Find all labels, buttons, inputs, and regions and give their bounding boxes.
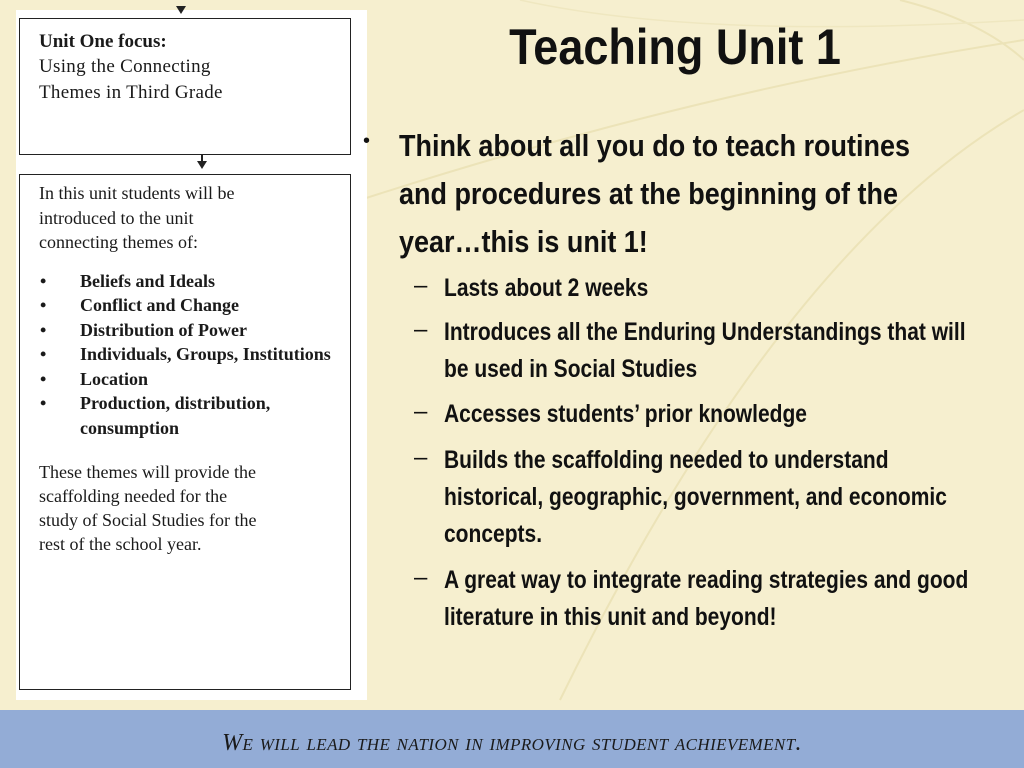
outro-text: [39, 460, 350, 556]
sub-bullet: A great way to integrate reading strategies and good literature in this unit and beyond!: [444, 566, 969, 631]
sub-bullet: Accesses students’ prior knowledge: [444, 400, 807, 428]
intro-line: connecting themes of:: [39, 232, 198, 252]
bullet-icon: •: [40, 344, 47, 364]
sub-bullet: Builds the scaffolding needed to understand historical, geographic, government, and economic concepts.: [444, 446, 947, 548]
dash-icon: –: [414, 316, 428, 343]
bullet-icon: •: [40, 319, 47, 340]
themes-box: [19, 174, 351, 690]
dash-icon: –: [414, 398, 428, 425]
theme-item: • Distribution of Power: [39, 318, 350, 343]
bullet-icon: •: [40, 295, 47, 315]
outro-line: scaffolding needed for the: [39, 486, 228, 506]
intro-line: introduced to the unit: [39, 207, 194, 228]
sub-bullet: Lasts about 2 weeks: [444, 274, 649, 302]
footer-motto: We will lead the nation in improving student achievement.: [222, 730, 802, 756]
bullet-icon: •: [363, 130, 371, 152]
unit-focus-diagram: [16, 10, 367, 700]
focus-box: [19, 18, 351, 155]
main-bullet: Think about all you do to teach routines and procedures at the beginning of the year…this is unit 1!: [399, 128, 910, 259]
bullet-icon: •: [40, 393, 47, 413]
theme-item: • Production, distribution, consumption: [40, 393, 271, 438]
theme-item: • Beliefs and Ideals: [39, 269, 350, 294]
footer-band: [0, 710, 1024, 768]
arrow-icon: [197, 161, 207, 169]
theme-item: • Conflict and Change: [39, 293, 350, 318]
outro-line: These themes will provide the: [39, 462, 256, 482]
slide-title: Teaching Unit 1: [509, 19, 841, 75]
theme-item: • Location: [39, 367, 350, 392]
themes-list: [39, 269, 350, 441]
dash-icon: –: [414, 444, 428, 471]
dash-icon: –: [414, 564, 428, 591]
intro-line: In this unit students will be: [39, 183, 235, 203]
outro-line: rest of the school year.: [39, 534, 202, 554]
outro-line: study of Social Studies for the: [39, 510, 257, 530]
bullet-icon: •: [40, 270, 47, 291]
arrow-icon: [176, 6, 186, 14]
focus-line: Themes in Third Grade: [39, 82, 223, 103]
dash-icon: –: [414, 272, 428, 299]
bullet-icon: •: [40, 368, 47, 389]
sub-bullet: Introduces all the Enduring Understandings that will be used in Social Studies: [444, 318, 966, 383]
focus-line: Using the Connecting: [39, 56, 211, 77]
theme-item: • Individuals, Groups, Institutions: [39, 342, 350, 367]
focus-heading: Unit One focus:: [39, 31, 167, 52]
